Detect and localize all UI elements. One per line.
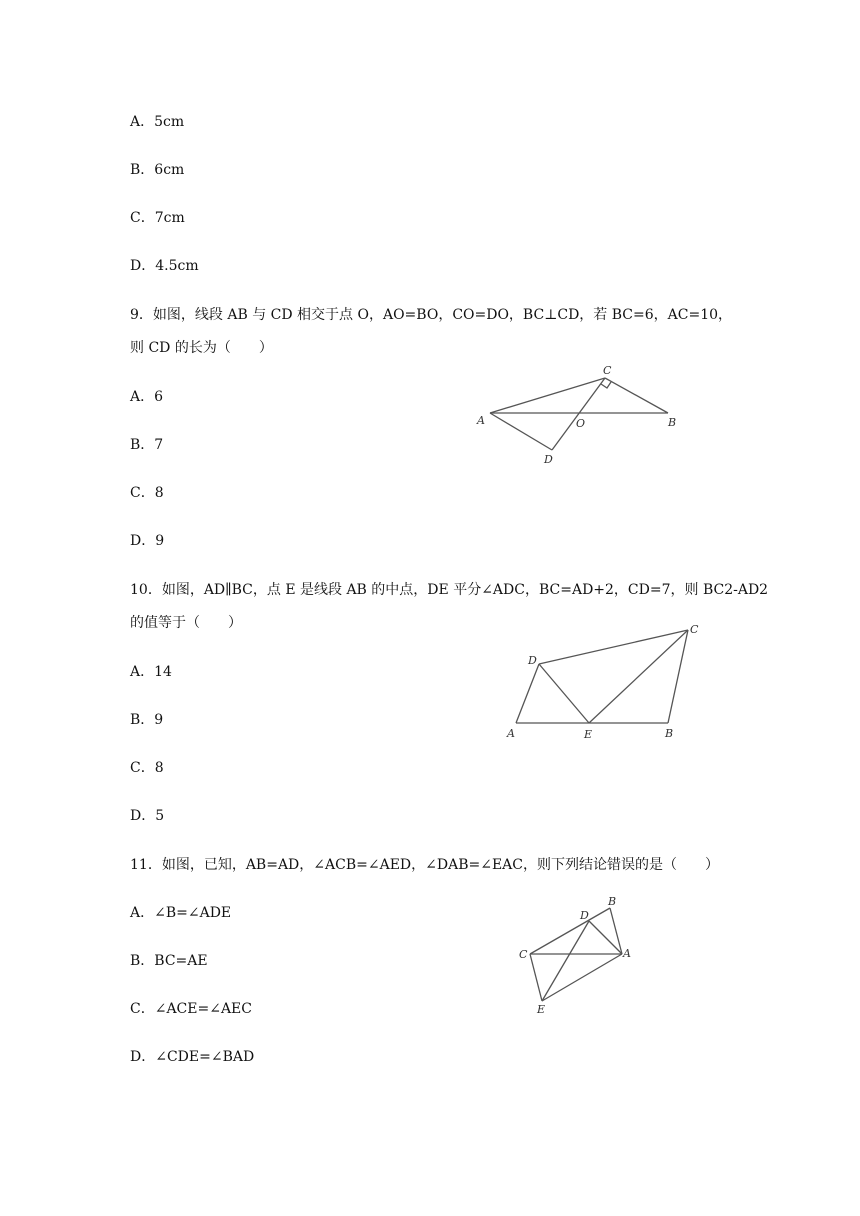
option-c: C．7cm — [130, 210, 185, 226]
q10-label-e: E — [584, 728, 593, 741]
q11-option-a: A．∠B=∠ADE — [130, 905, 232, 921]
option-a: A．5cm — [130, 114, 185, 130]
q9-option-b: B．7 — [130, 437, 164, 453]
q11-stem-line1: 11．如图，已知，AB=AD，∠ACB=∠AED，∠DAB=∠EAC，则下列结论错误的是（ ） — [130, 857, 719, 873]
q10-option-b: B．9 — [130, 712, 164, 728]
q10-label-d: D — [528, 654, 537, 667]
q11-label-b: B — [608, 895, 617, 908]
q10-label-c: C — [690, 623, 699, 636]
q10-option-a: A．14 — [130, 664, 172, 680]
q9-option-c: C．8 — [130, 485, 164, 501]
q11-label-e: E — [537, 1003, 546, 1016]
q9-stem-line2: 则 CD 的长为（ ） — [130, 340, 273, 356]
q11-label-c: C — [519, 948, 528, 961]
q11-label-a: A — [623, 947, 631, 960]
q11-label-d: D — [580, 909, 589, 922]
q11-option-c: C．∠ACE=∠AEC — [130, 1001, 252, 1017]
q9-label-a: A — [477, 414, 485, 427]
option-b: B．6cm — [130, 162, 185, 178]
q11-segment-cb — [530, 908, 610, 954]
q10-label-a: A — [507, 727, 515, 740]
q9-stem-line1: 9．如图，线段 AB 与 CD 相交于点 O，AO=BO，CO=DO，BC⊥CD，若 BC=6，AC=10， — [130, 307, 733, 323]
q9-label-o: O — [576, 417, 586, 430]
q10-label-b: B — [665, 727, 674, 740]
q10-option-c: C．8 — [130, 760, 164, 776]
q9-label-c: C — [603, 364, 612, 377]
q9-label-b: B — [668, 416, 677, 429]
q10-stem-line2: 的值等于（ ） — [130, 615, 242, 631]
q11-segment-ea — [542, 954, 622, 1001]
q9-label-d: D — [544, 453, 553, 466]
q11-segment-ce — [530, 954, 542, 1001]
q9-option-d: D．9 — [130, 533, 165, 549]
q10-stem-line1: 10．如图，AD∥BC，点 E 是线段 AB 的中点，DE 平分∠ADC，BC=AD+2，CD=7，则 BC2-AD2 — [130, 582, 769, 598]
q9-option-a: A．6 — [130, 389, 164, 405]
q11-option-d: D．∠CDE=∠BAD — [130, 1049, 255, 1065]
q11-option-b: B．BC=AE — [130, 953, 208, 969]
option-d: D．4.5cm — [130, 258, 199, 274]
q10-option-d: D．5 — [130, 808, 165, 824]
